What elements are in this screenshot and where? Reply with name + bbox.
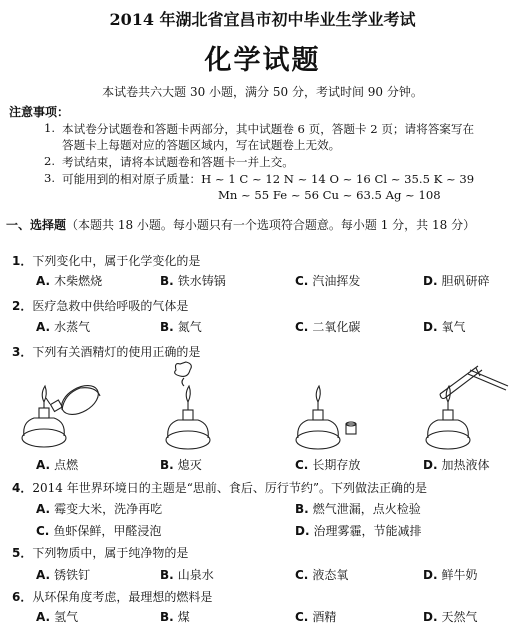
notice-item-3-line2: Mn ~ 55 Fe ~ 56 Cu ~ 63.5 Ag ~ 108 bbox=[218, 188, 441, 202]
question-1 bbox=[12, 252, 200, 269]
notice-item-3-num: 3. bbox=[44, 171, 56, 185]
question-2 bbox=[12, 297, 188, 314]
question-3-num: 3． bbox=[12, 345, 33, 359]
question-4-num: 4． bbox=[12, 481, 33, 495]
notice-item-1-num: 1. bbox=[44, 121, 56, 135]
exam-title: 2014 年湖北省宜昌市初中毕业生学业考试 bbox=[109, 10, 416, 29]
q1-option-d[interactable]: D. 胆矾研碎 bbox=[423, 274, 490, 288]
question-6-text: 从环保角度考虑，最理想的燃料是 bbox=[32, 590, 213, 604]
q4-option-c[interactable]: C. 鱼虾保鲜，甲醛浸泡 bbox=[36, 524, 162, 538]
alcohol-lamp-blowing-illustration bbox=[150, 358, 230, 454]
q1-option-b[interactable]: B. 铁水铸锅 bbox=[160, 274, 226, 288]
notice-item-1-line1: 本试卷分试题卷和答题卡两部分，其中试题卷 6 页，答题卡 2 页；请将答案写在 bbox=[62, 122, 475, 136]
question-5 bbox=[12, 544, 188, 561]
q3-option-a[interactable]: A. 点燃 bbox=[36, 458, 79, 472]
q3-option-d[interactable]: D. 加热液体 bbox=[423, 458, 490, 472]
q5-option-c[interactable]: C. 液态氧 bbox=[295, 568, 349, 582]
question-1-text: 下列变化中，属于化学变化的是 bbox=[32, 254, 201, 268]
q2-option-b[interactable]: B. 氮气 bbox=[160, 320, 202, 334]
q4-option-a[interactable]: A. 霉变大米，洗净再吃 bbox=[36, 502, 163, 516]
q5-option-d[interactable]: D. 鲜牛奶 bbox=[423, 568, 478, 582]
question-5-text: 下列物质中，属于纯净物的是 bbox=[32, 546, 189, 560]
alcohol-lamp-lighting-illustration bbox=[14, 366, 114, 454]
question-6 bbox=[12, 588, 212, 605]
q2-option-d[interactable]: D. 氧气 bbox=[423, 320, 466, 334]
q3-option-b[interactable]: B. 熄灭 bbox=[160, 458, 202, 472]
q3-option-c[interactable]: C. 长期存放 bbox=[295, 458, 361, 472]
alcohol-lamp-heating-illustration bbox=[418, 360, 518, 454]
question-4-text: 2014 年世界环境日的主题是“思前、食后、厉行节约”。下列做法正确的是 bbox=[32, 481, 427, 495]
question-6-num: 6． bbox=[12, 590, 33, 604]
q5-option-a[interactable]: A. 锈铁钉 bbox=[36, 568, 91, 582]
q6-option-d[interactable]: D. 天然气 bbox=[423, 610, 478, 624]
question-4 bbox=[12, 479, 427, 496]
q2-option-a[interactable]: A. 水蒸气 bbox=[36, 320, 91, 334]
q5-option-b[interactable]: B. 山泉水 bbox=[160, 568, 214, 582]
q4-option-b[interactable]: B. 燃气泄漏，点火检验 bbox=[295, 502, 421, 516]
q1-option-c[interactable]: C. 汽油挥发 bbox=[295, 274, 361, 288]
question-1-num: 1． bbox=[12, 254, 33, 268]
q4-option-d[interactable]: D. 治理雾霾，节能减排 bbox=[295, 524, 422, 538]
section-desc: （本题共 18 小题。每小题只有一个选项符合题意。每小题 1 分，共 18 分） bbox=[66, 218, 476, 232]
notice-item-1-line2: 答题卡上每题对应的答题区域内，写在试题卷上无效。 bbox=[62, 138, 341, 152]
alcohol-lamp-storage-illustration bbox=[286, 380, 366, 454]
notice-item-2-num: 2. bbox=[44, 154, 56, 168]
question-2-num: 2． bbox=[12, 299, 33, 313]
q6-option-b[interactable]: B. 煤 bbox=[160, 610, 190, 624]
section-heading bbox=[6, 216, 475, 233]
q2-option-c[interactable]: C. 二氧化碳 bbox=[295, 320, 361, 334]
notice-item-2-line1: 考试结束，请将本试题卷和答题卡一并上交。 bbox=[62, 155, 294, 169]
q1-option-a[interactable]: A. 木柴燃烧 bbox=[36, 274, 103, 288]
q6-option-c[interactable]: C. 酒精 bbox=[295, 610, 337, 624]
notice-heading: 注意事项： bbox=[9, 105, 70, 119]
subject-title: 化学试题 bbox=[204, 45, 321, 76]
question-2-text: 医疗急救中供给呼吸的气体是 bbox=[32, 299, 189, 313]
section-label: 一、选择题 bbox=[6, 218, 67, 232]
q6-option-a[interactable]: A. 氢气 bbox=[36, 610, 79, 624]
notice-item-3-line1: 可能用到的相对原子质量：H ~ 1 C ~ 12 N ~ 14 O ~ 16 Cl ~ 35.5 K ~ 39 bbox=[62, 172, 475, 186]
exam-subtitle: 本试卷共六大题 30 小题，满分 50 分，考试时间 90 分钟。 bbox=[102, 85, 423, 99]
question-5-num: 5． bbox=[12, 546, 33, 560]
question-3-text: 下列有关酒精灯的使用正确的是 bbox=[32, 345, 201, 359]
